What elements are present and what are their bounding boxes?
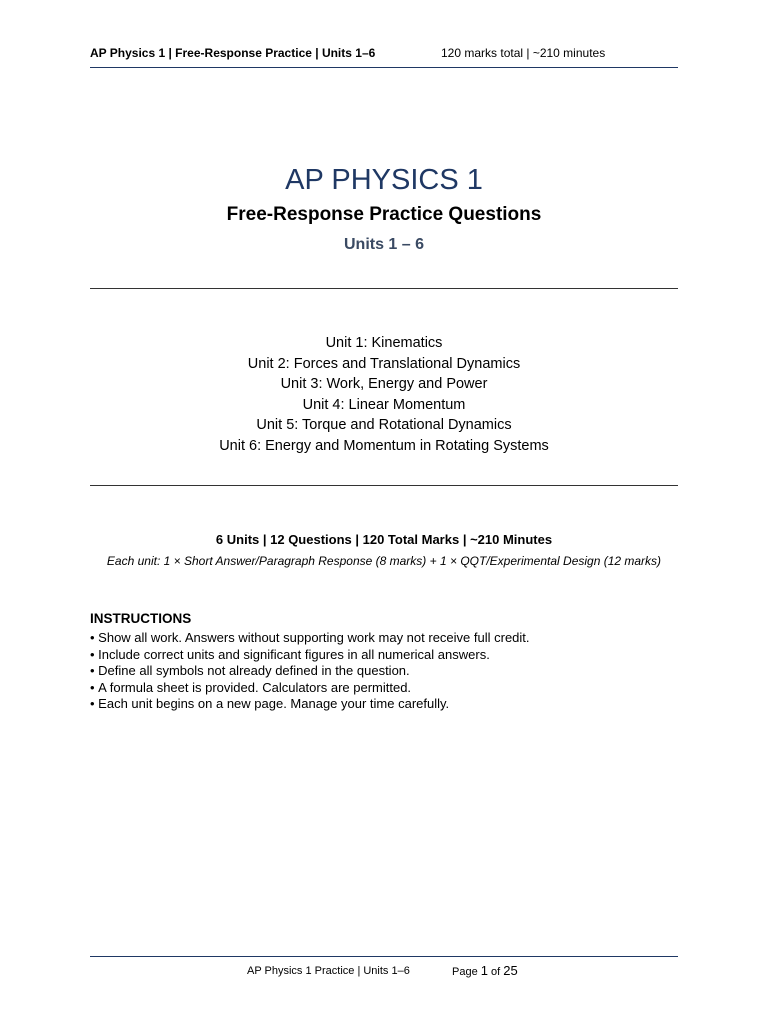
unit-item: Unit 4: Linear Momentum <box>302 396 466 413</box>
title-block <box>90 160 678 260</box>
unit-item: Unit 3: Work, Energy and Power <box>280 376 488 392</box>
units-range: Units 1 – 6 <box>343 236 425 253</box>
instruction-item: • A formula sheet is provided. Calculators are permitted. <box>90 680 678 697</box>
unit-item: Unit 2: Forces and Translational Dynamics <box>247 355 521 372</box>
page-of: of <box>487 966 504 978</box>
page-header <box>90 44 678 68</box>
instructions-heading: INSTRUCTIONS <box>90 611 192 626</box>
page-footer <box>90 956 678 983</box>
unit-item: Unit 5: Torque and Rotational Dynamics <box>256 417 512 433</box>
divider-top <box>90 288 678 289</box>
instruction-item: • Each unit begins on a new page. Manage your time carefully. <box>90 696 678 713</box>
summary-block <box>60 531 708 570</box>
page-number <box>452 958 518 985</box>
summary-note: Each unit: 1 × Short Answer/Paragraph Response (8 marks) + 1 × QQT/Experimental Design (12 marks) <box>106 554 662 568</box>
unit-item: Unit 1: Kinematics <box>325 335 443 351</box>
unit-list <box>90 333 678 456</box>
document-subtitle: Free-Response Practice Questions <box>226 204 542 225</box>
header-left-text: AP Physics 1 | Free-Response Practice | Units 1–6 <box>90 46 376 60</box>
instructions-section <box>90 609 678 713</box>
document-title: AP PHYSICS 1 <box>285 164 483 196</box>
instruction-item: • Include correct units and significant figures in all numerical answers. <box>90 647 678 664</box>
page-current: 1 <box>480 963 488 978</box>
instruction-item: • Define all symbols not already defined in the question. <box>90 663 678 680</box>
instruction-item: • Show all work. Answers without supporting work may not receive full credit. <box>90 630 678 647</box>
divider-bottom <box>90 485 678 486</box>
page-prefix: Page <box>452 966 481 978</box>
page-total: 25 <box>503 963 518 978</box>
instruction-list <box>90 630 678 713</box>
header-right-text: 120 marks total | ~210 minutes <box>441 46 606 60</box>
footer-left-text: AP Physics 1 Practice | Units 1–6 <box>247 965 410 977</box>
unit-item: Unit 6: Energy and Momentum in Rotating Systems <box>219 437 549 454</box>
summary-line: 6 Units | 12 Questions | 120 Total Marks | ~210 Minutes <box>215 532 553 547</box>
